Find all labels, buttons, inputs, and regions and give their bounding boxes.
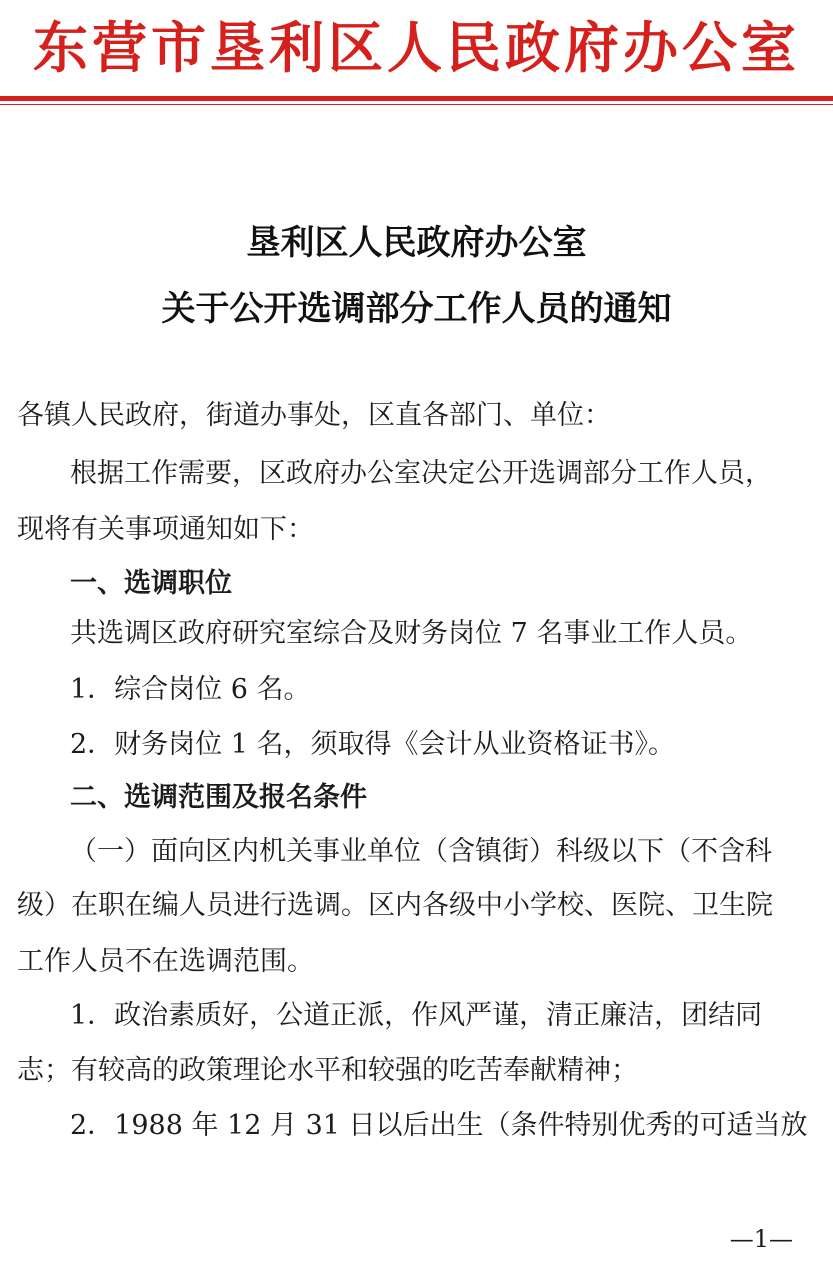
section2-item1-line1: 1．政治素质好，公道正派，作风严谨，清正廉洁，团结同 bbox=[70, 1000, 763, 1031]
section1-item-2: 2．财务岗位 1 名，须取得《会计从业资格证书》。 bbox=[70, 729, 676, 760]
section1-text: 共选调区政府研究室综合及财务岗位 7 名事业工作人员。 bbox=[70, 618, 753, 649]
section2-paragraph1-line3: 工作人员不在选调范围。 bbox=[17, 946, 314, 977]
section2-heading: 二、选调范围及报名条件 bbox=[70, 782, 367, 813]
intro-line-1: 根据工作需要，区政府办公室决定公开选调部分工作人员， bbox=[70, 458, 772, 489]
letterhead-rule-thin bbox=[0, 104, 833, 105]
section2-item2-line1: 2．1988 年 12 月 31 日以后出生（条件特别优秀的可适当放 bbox=[70, 1110, 808, 1141]
document-title-line2: 关于公开选调部分工作人员的通知 bbox=[161, 289, 672, 329]
section2-paragraph1-line1: （一）面向区内机关事业单位（含镇街）科级以下（不含科 bbox=[70, 836, 772, 867]
section1-heading: 一、选调职位 bbox=[70, 568, 232, 599]
page-number: —1— bbox=[729, 1225, 793, 1253]
salutation: 各镇人民政府，街道办事处，区直各部门、单位： bbox=[17, 400, 611, 431]
intro-line-2: 现将有关事项通知如下： bbox=[17, 514, 314, 545]
letterhead-title: 东营市垦利区人民政府办公室 bbox=[32, 15, 800, 80]
document-title-line1: 垦利区人民政府办公室 bbox=[246, 223, 587, 263]
section2-paragraph1-line2: 级）在职在编人员进行选调。区内各级中小学校、医院、卫生院 bbox=[17, 890, 773, 921]
section2-item1-line2: 志；有较高的政策理论水平和较强的吃苦奉献精神； bbox=[17, 1055, 638, 1086]
section1-item-1: 1．综合岗位 6 名。 bbox=[70, 674, 311, 705]
letterhead-rule-thick bbox=[0, 96, 833, 101]
